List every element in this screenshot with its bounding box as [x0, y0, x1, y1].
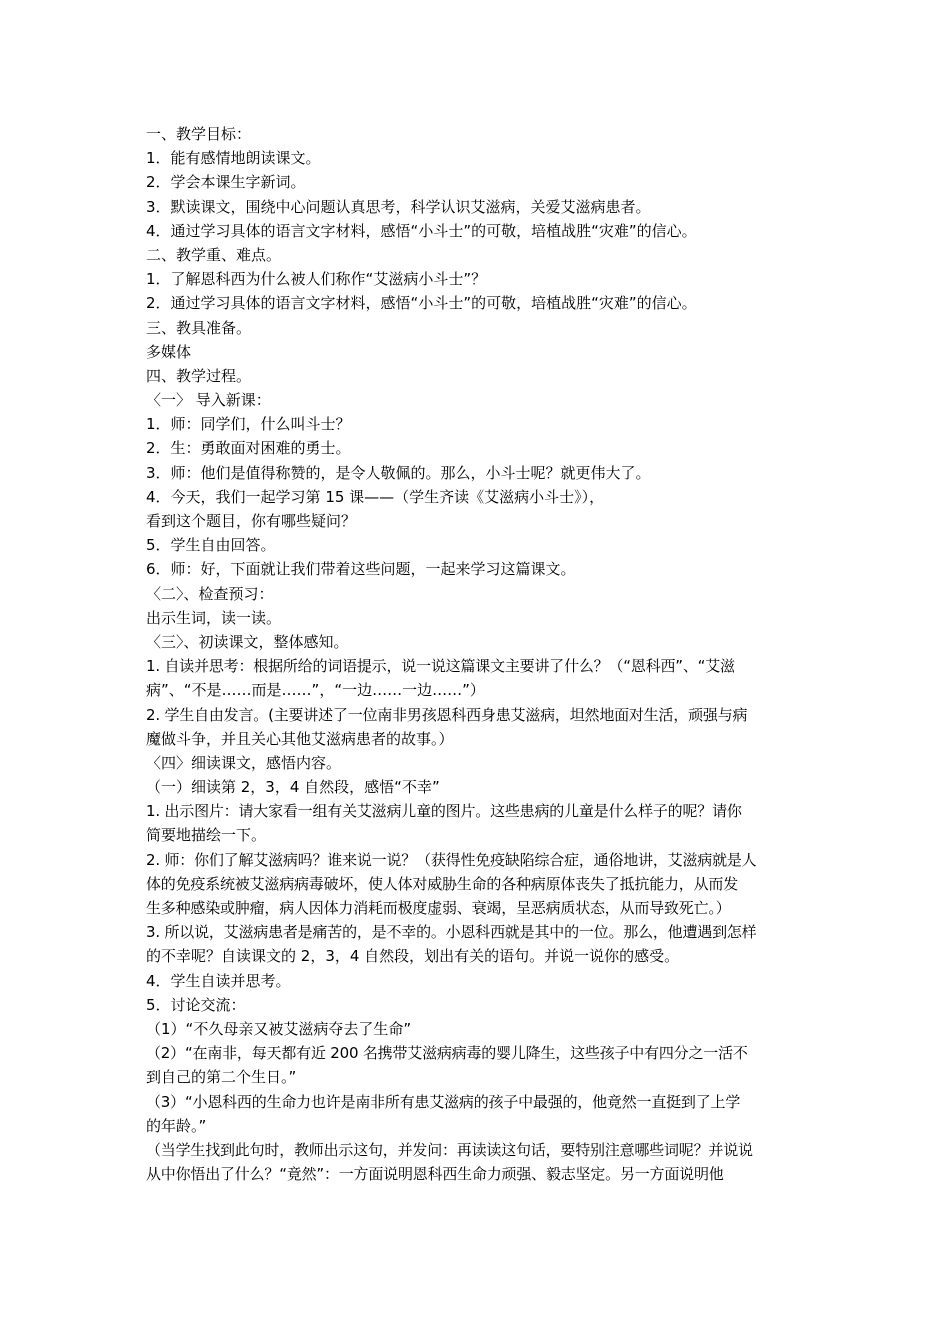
text-line: 生多种感染或肿瘤，病人因体力消耗而极度虚弱、衰竭，呈恶病质状态，从而导致死亡。）: [146, 899, 731, 917]
text-line: （当学生找到此句时，教师出示这句，并发问：再读读这句话，要特别注意哪些词呢？并说说: [146, 1140, 753, 1159]
section-heading-process: 四、教学过程。: [146, 366, 252, 385]
subsection-heading: 〈四〉细读课文，感悟内容。: [146, 753, 342, 772]
section-heading-materials: 三、教具准备。: [146, 318, 252, 337]
text-line: 魔做斗争，并且关心其他艾滋病患者的故事。）: [146, 729, 454, 748]
text-line: 2．学会本课生字新词。: [146, 173, 306, 192]
text-line: 多媒体: [146, 342, 192, 361]
section-heading-objectives: 一、教学目标：: [146, 125, 252, 143]
text-line: 2．通过学习具体的语言文字材料，感悟“小斗士”的可敬，培植战胜“灾难”的信心。: [146, 294, 697, 313]
text-line: 出示生词，读一读。: [146, 608, 282, 627]
text-line: 病”、“不是……而是……”，“一边……一边……”）: [146, 681, 485, 700]
text-line: 的不幸呢？自读课文的 2，3，4 自然段，划出有关的语句。并说一说你的感受。: [146, 947, 680, 966]
text-line: 的年龄。”: [146, 1116, 207, 1135]
text-line: 从中你悟出了什么？“竟然”：一方面说明恩科西生命力顽强、毅志坚定。另一方面说明他: [146, 1165, 724, 1184]
text-line: 1．师：同学们，什么叫斗士？: [146, 415, 351, 434]
text-line: 1. 出示图片：请大家看一组有关艾滋病儿童的图片。这些患病的儿童是什么样子的呢？请你: [146, 802, 742, 821]
text-line: 1. 自读并思考：根据所给的词语提示，说一说这篇课文主要讲了什么？（“恩科西”、“艾滋: [146, 657, 735, 676]
text-line: 1．了解恩科西为什么被人们称作“艾滋病小斗士”？: [146, 270, 487, 289]
text-line: 4．学生自读并思考。: [146, 971, 291, 990]
text-line: 3. 所以说，艾滋病患者是痛苦的，是不幸的。小恩科西就是其中的一位。那么，他遭遇到怎样: [146, 923, 757, 942]
section-heading-key-points: 二、教学重、难点。: [146, 245, 282, 264]
text-line: 简要地描绘一下。: [146, 826, 267, 845]
text-line: 3．师：他们是值得称赞的，是令人敬佩的。那么，小斗士呢？就更伟大了。: [146, 463, 651, 482]
text-line: （1）“不久母亲又被艾滋病夺去了生命”: [146, 1019, 412, 1038]
text-line: （2）“在南非，每天都有近 200 名携带艾滋病病毒的婴儿降生，这些孩子中有四分之一活不: [146, 1044, 748, 1063]
text-line: （3）“小恩科西的生命力也许是南非所有患艾滋病的孩子中最强的，他竟然一直挺到了上学: [146, 1092, 741, 1111]
subsection-heading: 〈三〉、初读课文，整体感知。: [146, 632, 349, 651]
text-line: 到自己的第二个生日。”: [146, 1068, 297, 1087]
text-line: 4．今天，我们一起学习第 15 课——（学生齐读《艾滋病小斗士》），: [146, 487, 605, 506]
subsection-heading: 〈二〉、检查预习：: [146, 584, 274, 603]
text-line: 4．通过学习具体的语言文字材料，感悟“小斗士”的可敬，培植战胜“灾难”的信心。: [146, 221, 697, 240]
text-line: 2. 学生自由发言。(主要讲述了一位南非男孩恩科西身患艾滋病，坦然地面对生活，顽强与病: [146, 705, 748, 724]
text-line: 体的免疫系统被艾滋病病毒破坏，使人体对威胁生命的各种病原体丧失了抵抗能力，从而发: [146, 874, 739, 893]
text-line: 看到这个题目，你有哪些疑问？: [146, 512, 357, 530]
text-line: 6．师：好，下面就让我们带着这些问题，一起来学习这篇课文。: [146, 560, 576, 579]
text-line: 2. 师：你们了解艾滋病吗？谁来说一说？（获得性免疫缺陷综合症，通俗地讲，艾滋病就是人: [146, 850, 757, 869]
text-line: 1．能有感情地朗读课文。: [146, 149, 321, 168]
text-line: 5．讨论交流：: [146, 995, 246, 1014]
subsection-heading: （一）细读第 2，3，4 自然段，感悟“不幸”: [146, 778, 440, 797]
text-line: 3．默读课文，围绕中心问题认真思考，科学认识艾滋病，关爱艾滋病患者。: [146, 197, 651, 216]
subsection-heading: 〈一〉 导入新课：: [146, 391, 271, 410]
text-line: 5．学生自由回答。: [146, 536, 276, 555]
text-line: 2．生：勇敢面对困难的勇士。: [146, 439, 351, 458]
